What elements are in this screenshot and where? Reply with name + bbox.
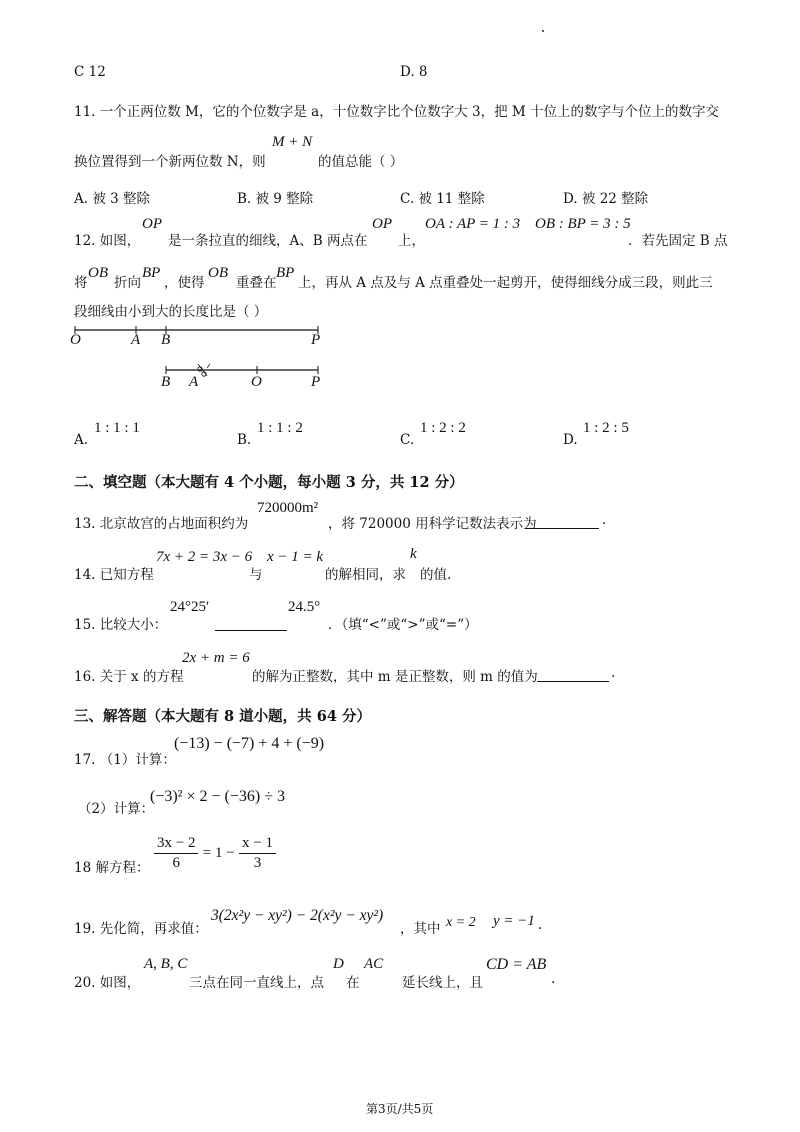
section3-heading: 三、解答题（本大题有 8 道小题，共 64 分） xyxy=(74,708,371,725)
fig1-label-b: B xyxy=(161,332,171,348)
q14-eq2: x − 1 = k xyxy=(267,549,324,565)
q18-fraction-left xyxy=(154,835,198,872)
q16-post: 的解为正整数，其中 m 是正整数，则 m 的值为 xyxy=(252,669,538,685)
q12-ratio2: OB : BP = 3 : 5 xyxy=(535,216,631,232)
q12-option-a-value: 1 : 1 : 1 xyxy=(94,420,140,436)
q13-end: . xyxy=(602,512,607,528)
q15-post: ．（填“<”或“>”或“=”） xyxy=(328,617,478,633)
fig2-label-o: O xyxy=(251,374,262,390)
q12-op2: OP xyxy=(372,216,392,232)
q16-answer-blank[interactable] xyxy=(537,667,609,682)
q18-equals-one-minus: = 1 − xyxy=(202,845,235,861)
q14-post: 的解相同，求 xyxy=(325,567,406,583)
q19-post: ，其中 xyxy=(400,921,441,937)
q12-line1-b: 是一条拉直的细线，A、B 两点在 xyxy=(168,233,368,249)
q18-numerator-right: x − 1 xyxy=(239,835,276,854)
q15-left: 24°25′ xyxy=(170,599,210,615)
q17-part1-pre: 17. （1）计算： xyxy=(74,752,176,768)
q16-pre: 16. 关于 x 的方程 xyxy=(74,669,184,685)
q12-option-b-value: 1 : 1 : 2 xyxy=(257,420,303,436)
q18-equation xyxy=(154,835,276,872)
q12-line2-c: ，使得 xyxy=(164,275,205,291)
q19-end: . xyxy=(538,917,543,933)
q12-option-c-value: 1 : 2 : 2 xyxy=(420,420,466,436)
fig1-label-p: P xyxy=(311,332,321,348)
q20-ac: AC xyxy=(364,956,384,972)
fig1-label-a: A xyxy=(131,332,141,348)
q15-right: 24.5° xyxy=(288,599,321,615)
prev-option-d: D. 8 xyxy=(400,64,428,80)
q13-pre: 13. 北京故宫的占地面积约为 xyxy=(74,516,249,532)
q12-line2-d: 重叠在 xyxy=(236,275,277,291)
q16-end: . xyxy=(611,665,616,681)
q19-pre: 19. 先化简，再求值： xyxy=(74,921,208,937)
q17-part2-expr: (−3)² × 2 − (−36) ÷ 3 xyxy=(150,788,285,805)
q12-ratio1: OA : AP = 1 : 3 xyxy=(425,216,521,232)
q12-ob1: OB xyxy=(88,265,108,281)
q11-option-c: C. 被 11 整除 xyxy=(400,191,485,207)
q12-option-d-value: 1 : 2 : 5 xyxy=(583,420,629,436)
q12-option-d-letter: D. xyxy=(563,432,578,448)
q20-pre: 20. 如图， xyxy=(74,975,141,991)
q12-line2-b: 折向 xyxy=(114,275,141,291)
prev-option-c: C 12 xyxy=(74,64,106,80)
q14-eq1: 7x + 2 = 3x − 6 xyxy=(156,549,253,565)
q12-ob2: OB xyxy=(208,265,228,281)
q12-line2-e: 上，再从 A 点及与 A 点重叠处一起剪开，使得细线分成三段，则此三 xyxy=(298,275,713,291)
q12-option-b-letter: B. xyxy=(237,432,252,448)
q18-fraction-right xyxy=(239,835,276,872)
q14-pre: 14. 已知方程 xyxy=(74,567,154,583)
q14-k: k xyxy=(410,546,417,562)
q11-line2-pre: 换位置得到一个新两位数 N，则 xyxy=(74,154,266,170)
q20-mid3: 延长线上，且 xyxy=(402,975,483,991)
q18-denominator-right: 3 xyxy=(253,855,262,871)
q12-op1: OP xyxy=(142,216,162,232)
page-footer: 第3页/共5页 xyxy=(366,1102,434,1116)
q12-line1-d: ．若先固定 B 点 xyxy=(628,233,728,249)
q12-line3: 段细线由小到大的长度比是（ ） xyxy=(74,304,268,320)
q12-figure xyxy=(60,318,350,396)
q17-part2-pre: （2）计算： xyxy=(78,801,155,817)
q20-end: . xyxy=(551,971,556,987)
q20-mid1: 三点在同一直线上，点 xyxy=(189,975,324,991)
q15-pre: 15. 比较大小： xyxy=(74,617,168,633)
fig2-label-b: B xyxy=(161,374,171,390)
q17-part1-expr: (−13) − (−7) + 4 + (−9) xyxy=(174,735,325,752)
q13-answer-blank[interactable] xyxy=(525,514,599,529)
q14-end: 的值. xyxy=(420,567,452,583)
section2-heading: 二、填空题（本大题有 4 个小题，每小题 3 分，共 12 分） xyxy=(74,474,464,491)
q11-expr: M + N xyxy=(272,134,313,150)
q12-line1-a: 12. 如图， xyxy=(74,233,141,249)
fig2-label-p: P xyxy=(311,374,321,390)
q13-post: ，将 720000 用科学记数法表示为 xyxy=(328,516,537,532)
q11-option-d: D. 被 22 整除 xyxy=(563,191,649,207)
q20-d: D xyxy=(333,956,344,972)
q19-expr: 3(2x²y − xy²) − 2(x²y − xy²) xyxy=(211,907,384,924)
q20-cd: CD = AB xyxy=(486,956,547,973)
q18-pre: 18 解方程： xyxy=(74,860,150,876)
page-mark-dot xyxy=(542,30,544,32)
q12-option-c-letter: C. xyxy=(400,432,415,448)
q18-denominator-left: 6 xyxy=(172,855,180,871)
q15-answer-blank[interactable] xyxy=(215,616,287,631)
fig1-label-o: O xyxy=(70,332,81,348)
q12-line1-c: 上， xyxy=(398,233,425,249)
q20-mid2: 在 xyxy=(346,975,360,991)
q11-line1: 11. 一个正两位数 M，它的个位数字是 a，十位数字比个位数字大 3，把 M 十位上的数字与个位上的数字交 xyxy=(74,104,719,120)
q11-line2-post: 的值总能（ ） xyxy=(318,154,404,170)
q11-option-a: A. 被 3 整除 xyxy=(74,191,151,207)
q19-x: x = 2 xyxy=(446,915,476,930)
q12-bp2: BP xyxy=(276,265,295,281)
q12-line2-a: 将 xyxy=(74,275,88,291)
q18-numerator-left: 3x − 2 xyxy=(154,835,198,854)
q16-eq: 2x + m = 6 xyxy=(182,650,250,666)
q20-abc: A, B, C xyxy=(144,956,188,972)
q14-mid: 与 xyxy=(249,567,263,583)
q12-option-a-letter: A. xyxy=(74,432,89,448)
q19-y: y = −1 xyxy=(493,913,535,929)
q12-bp1: BP xyxy=(142,265,161,281)
fig2-label-a: A xyxy=(189,374,199,390)
q13-value: 720000m² xyxy=(257,500,319,516)
q11-option-b: B. 被 9 整除 xyxy=(237,191,314,207)
